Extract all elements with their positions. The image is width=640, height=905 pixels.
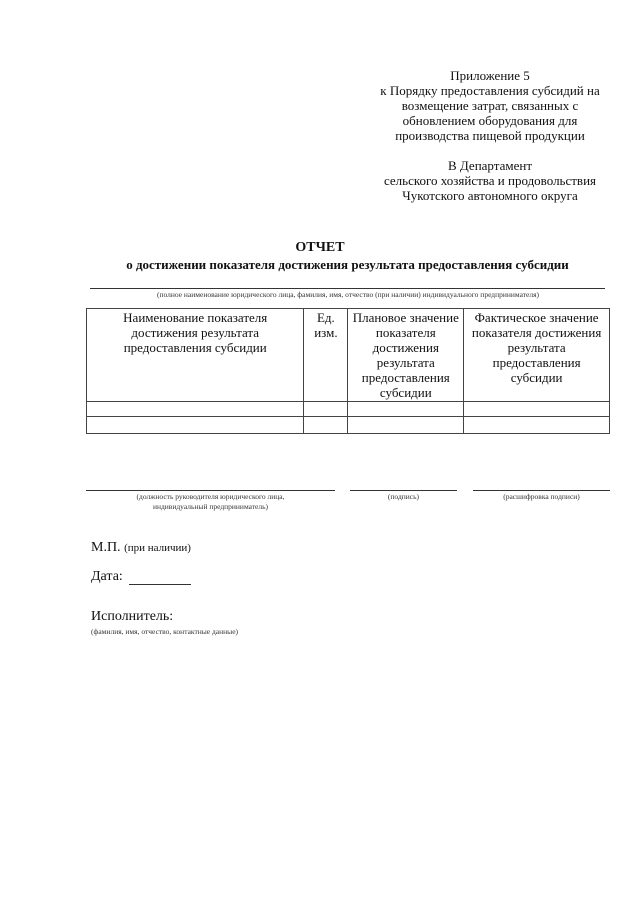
- report-title: ОТЧЕТ: [295, 240, 345, 255]
- table-cell[interactable]: [87, 417, 304, 434]
- column-header-actual: Фактическое значение показателя достижения результата предоставления субсидии: [464, 309, 610, 402]
- appendix-block: [355, 68, 625, 143]
- decoding-caption: (расшифровка подписи): [503, 492, 580, 501]
- table-row: [87, 417, 610, 434]
- executor-label: Исполнитель:: [91, 609, 174, 624]
- table-header-row: [87, 309, 610, 402]
- executor-caption: (фамилия, имя, отчество, контактные данные): [91, 627, 239, 636]
- appendix-line: к Порядку предоставления субсидий на: [380, 83, 600, 98]
- position-line: [86, 490, 335, 491]
- addressee-line: Чукотского автономного округа: [402, 188, 578, 203]
- table-cell[interactable]: [304, 417, 348, 434]
- appendix-line: производства пищевой продукции: [395, 128, 585, 143]
- table-row: [87, 402, 610, 417]
- stamp-label: М.П.: [91, 540, 121, 555]
- addressee-block: [355, 158, 625, 203]
- date-input-line[interactable]: [129, 568, 191, 585]
- table-cell[interactable]: [304, 402, 348, 417]
- table-cell[interactable]: [348, 417, 464, 434]
- date-label: Дата:: [91, 569, 123, 584]
- decoding-line: [473, 490, 610, 491]
- stamp-note: (при наличии): [124, 542, 191, 554]
- position-caption-line: индивидуальный предприниматель): [152, 502, 269, 511]
- table-cell[interactable]: [348, 402, 464, 417]
- table-cell[interactable]: [464, 417, 610, 434]
- column-header-indicator: Наименование показателя достижения результата предоставления субсидии: [87, 309, 304, 402]
- position-caption: [86, 492, 335, 512]
- appendix-line: Приложение 5: [450, 68, 530, 83]
- signature-line: [350, 490, 457, 491]
- organization-name-caption: (полное наименование юридического лица, фамилия, имя, отчество (при наличии) индивидуального предпринимателя): [156, 290, 540, 299]
- organization-name-line: [90, 288, 605, 289]
- column-header-unit: Ед. изм.: [304, 309, 348, 402]
- column-header-planned: Плановое значение показателя достижения результата предоставления субсидии: [348, 309, 464, 402]
- table-cell[interactable]: [464, 402, 610, 417]
- appendix-line: возмещение затрат, связанных с: [401, 98, 579, 113]
- appendix-line: обновлением оборудования для: [402, 113, 578, 128]
- signature-caption: (подпись): [387, 492, 420, 501]
- addressee-line: сельского хозяйства и продовольствия: [383, 173, 597, 188]
- position-caption-line: (должность руководителя юридического лица,: [136, 492, 285, 501]
- stamp-place: [91, 540, 191, 556]
- addressee-line: В Департамент: [447, 158, 533, 173]
- report-subtitle: о достижении показателя достижения результата предоставления субсидии: [126, 257, 569, 272]
- indicator-table: [86, 308, 610, 434]
- table-cell[interactable]: [87, 402, 304, 417]
- date-field: [91, 568, 191, 585]
